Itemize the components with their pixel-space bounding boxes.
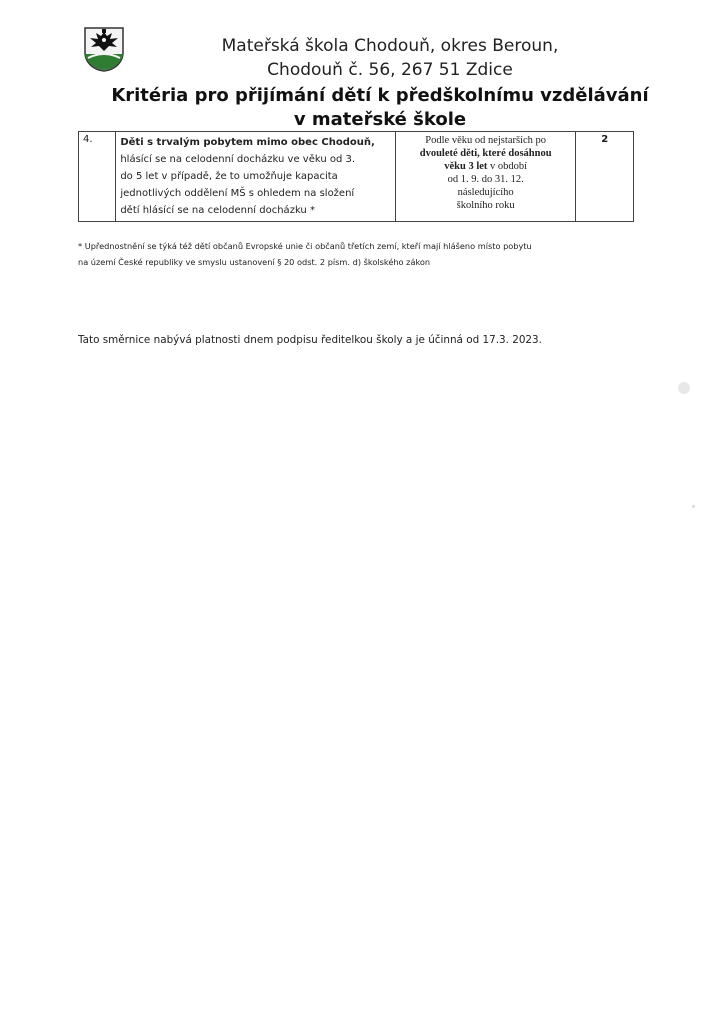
document-subtitle: v mateřské škole <box>293 109 467 130</box>
age-rule-line: následujícího <box>457 187 514 198</box>
scan-speck <box>678 382 690 394</box>
criterion-description-line: dětí hlásící se na celodenní docházku * <box>120 205 315 216</box>
criterion-description-line: hlásící se na celodenní docházku ve věku od 3. <box>120 154 356 165</box>
criterion-description-line: do 5 let v případě, že to umožňuje kapacita <box>120 171 338 182</box>
criterion-description-line: jednotlivých oddělení MŠ s ohledem na složení <box>120 188 355 199</box>
age-rule-line: od 1. 9. do 31. 12. <box>447 174 524 185</box>
age-rule-line-bold: věku 3 let <box>444 161 488 172</box>
footnote-line: na území České republiky ve smyslu ustanovení § 20 odst. 2 písm. d) školského zákon <box>78 257 431 267</box>
criterion-age-rule <box>395 132 576 222</box>
criterion-description <box>116 132 396 222</box>
coat-of-arms-icon <box>82 26 126 72</box>
criterion-points: 2 <box>576 132 634 222</box>
age-rule-line-bold: dvouleté děti, které dosáhnou <box>419 148 552 159</box>
footnote-line: * Upřednostnění se týká též dětí občanů Evropské unie či občanů třetích zemí, kteří mají hlášeno místo pobytu <box>78 241 532 251</box>
scan-speck <box>692 505 695 508</box>
school-address: Chodouň č. 56, 267 51 Zdice <box>267 60 513 80</box>
age-rule-line: v období <box>487 161 528 172</box>
table-row <box>79 132 634 222</box>
document-title: Kritéria pro přijímání dětí k předškolnímu vzdělávání <box>111 85 649 106</box>
footnote <box>78 238 648 270</box>
criterion-number: 4. <box>79 132 116 222</box>
school-name: Mateřská škola Chodouň, okres Beroun, <box>221 36 559 56</box>
age-rule-line: Podle věku od nejstarších po <box>425 135 547 146</box>
age-rule-line: školního roku <box>456 200 515 211</box>
validity-statement: Tato směrnice nabývá platnosti dnem podpisu ředitelkou školy a je účinná od 17.3. 2023. <box>78 334 542 346</box>
criterion-description-bold: Děti s trvalým pobytem mimo obec Chodouň, <box>120 137 375 148</box>
criteria-table <box>78 131 634 222</box>
